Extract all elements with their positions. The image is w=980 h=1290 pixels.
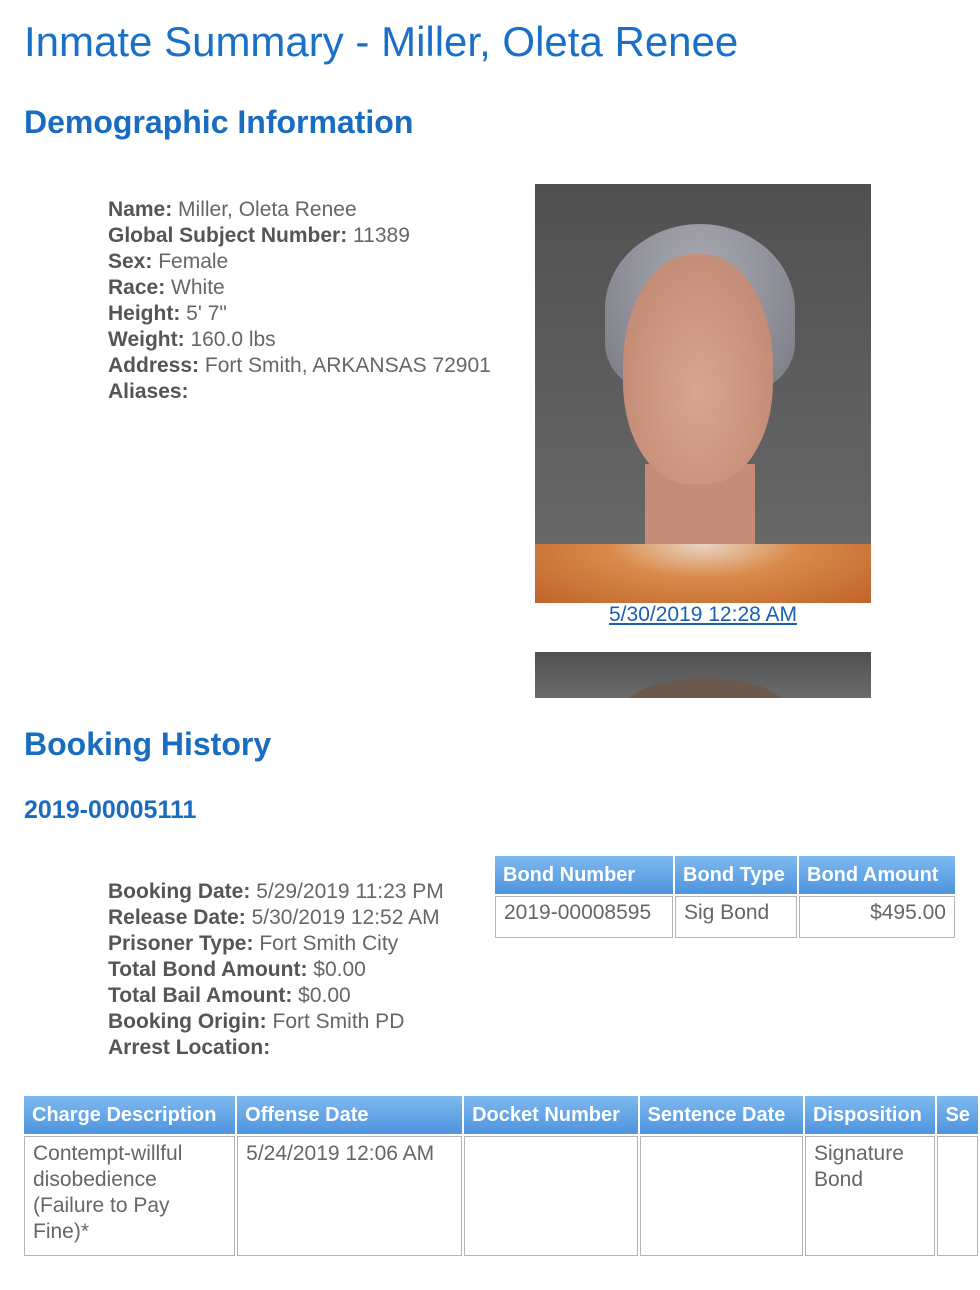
field-global-subject-number: Global Subject Number: 11389 bbox=[108, 224, 410, 247]
sentence-date-cell bbox=[640, 1136, 803, 1256]
table-row bbox=[495, 896, 955, 938]
col-bond-amount: Bond Amount bbox=[799, 856, 955, 894]
col-disposition: Disposition bbox=[805, 1096, 936, 1134]
field-release-date: Release Date: 5/30/2019 12:52 AM bbox=[108, 906, 440, 929]
field-total-bail-amount: Total Bail Amount: $0.00 bbox=[108, 984, 351, 1007]
field-total-bond-amount: Total Bond Amount: $0.00 bbox=[108, 958, 366, 981]
field-weight: Weight: 160.0 lbs bbox=[108, 328, 276, 351]
field-height: Height: 5' 7" bbox=[108, 302, 227, 325]
field-sex: Sex: Female bbox=[108, 250, 229, 273]
bond-number-cell: 2019-00008595 bbox=[495, 896, 673, 938]
table-row bbox=[24, 1136, 978, 1256]
booking-history-heading: Booking History bbox=[24, 726, 272, 762]
bond-type-cell: Sig Bond bbox=[675, 896, 797, 938]
demographic-info bbox=[108, 197, 491, 405]
field-booking-origin: Booking Origin: Fort Smith PD bbox=[108, 1010, 405, 1033]
photo-date-link[interactable]: 5/30/2019 12:28 AM bbox=[609, 603, 797, 626]
disposition-cell: Signature Bond bbox=[805, 1136, 936, 1256]
charge-table-header bbox=[24, 1096, 978, 1134]
mugshot-photo-second bbox=[535, 652, 871, 698]
mugshot-photo bbox=[535, 184, 871, 603]
col-sentence-date: Sentence Date bbox=[640, 1096, 803, 1134]
col-offense-date: Offense Date bbox=[237, 1096, 462, 1134]
offense-date-cell: 5/24/2019 12:06 AM bbox=[237, 1136, 462, 1256]
page-title: Inmate Summary - Miller, Oleta Renee bbox=[24, 18, 739, 65]
field-aliases: Aliases: bbox=[108, 380, 189, 403]
field-address: Address: Fort Smith, ARKANSAS 72901 bbox=[108, 354, 491, 377]
charge-table bbox=[22, 1094, 980, 1258]
booking-info bbox=[108, 879, 444, 1061]
col-bond-number: Bond Number bbox=[495, 856, 673, 894]
field-booking-date: Booking Date: 5/29/2019 11:23 PM bbox=[108, 880, 444, 903]
col-docket-number: Docket Number bbox=[464, 1096, 637, 1134]
sentence-cell bbox=[937, 1136, 978, 1256]
charge-description-cell: Contempt-willful disobedience (Failure to Pay Fine)* bbox=[24, 1136, 235, 1256]
demographic-heading: Demographic Information bbox=[24, 104, 414, 140]
field-race: Race: White bbox=[108, 276, 225, 299]
bond-table bbox=[493, 854, 957, 940]
docket-number-cell bbox=[464, 1136, 637, 1256]
field-prisoner-type: Prisoner Type: Fort Smith City bbox=[108, 932, 399, 955]
field-arrest-location: Arrest Location: bbox=[108, 1036, 271, 1059]
field-name: Name: Miller, Oleta Renee bbox=[108, 198, 357, 221]
booking-number: 2019-00005111 bbox=[24, 796, 197, 824]
col-bond-type: Bond Type bbox=[675, 856, 797, 894]
bond-amount-cell: $495.00 bbox=[799, 896, 955, 938]
col-sentence-truncated: Se bbox=[937, 1096, 978, 1134]
bond-table-header bbox=[495, 856, 955, 894]
col-charge-description: Charge Description bbox=[24, 1096, 235, 1134]
